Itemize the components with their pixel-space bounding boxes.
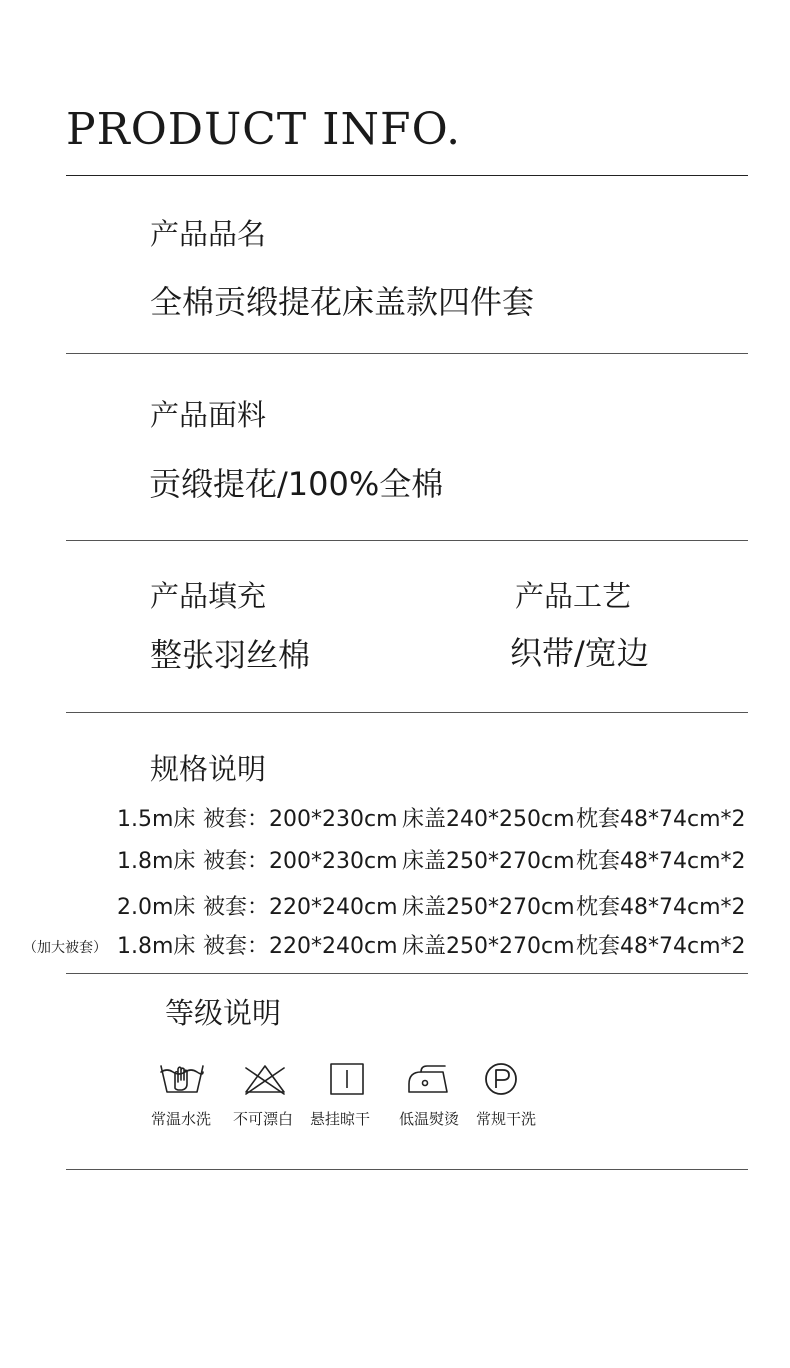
dry-clean-p-icon xyxy=(476,1058,526,1098)
divider xyxy=(66,175,748,176)
fabric-label: 产品面料 xyxy=(150,398,267,432)
divider xyxy=(66,540,748,541)
product-name-label: 产品品名 xyxy=(150,217,267,251)
spec-duvet: 被套：200*230cm xyxy=(203,807,398,832)
spec-pillow: 枕套48*74cm*2 xyxy=(576,934,746,959)
product-name-value: 全棉贡缎提花床盖款四件套 xyxy=(150,283,535,321)
craft-value: 织带/宽边 xyxy=(510,634,649,672)
spec-row xyxy=(117,932,746,962)
care-label: 常温水洗 xyxy=(150,1110,211,1128)
spec-pillow: 枕套48*74cm*2 xyxy=(576,807,746,832)
spec-size: 1.5m床 xyxy=(117,807,196,832)
divider xyxy=(66,973,748,974)
spec-duvet: 被套：200*230cm xyxy=(203,849,398,874)
filling-label: 产品填充 xyxy=(150,579,267,613)
fabric-value: 贡缎提花/100%全棉 xyxy=(149,465,444,503)
spec-row xyxy=(117,847,746,877)
spec-cover: 床盖250*270cm xyxy=(402,934,575,959)
spec-duvet: 被套：220*240cm xyxy=(203,895,398,920)
hang-dry-icon xyxy=(322,1058,372,1098)
spec-size: 1.8m床 xyxy=(117,849,196,874)
page-title: PRODUCT INFO. xyxy=(66,104,462,155)
care-label: 常规干洗 xyxy=(475,1110,536,1128)
spec-cover: 床盖250*270cm xyxy=(402,849,575,874)
spec-duvet: 被套：220*240cm xyxy=(203,934,398,959)
spec-row xyxy=(117,893,746,923)
spec-size: 1.8m床 xyxy=(117,934,196,959)
spec-size: 2.0m床 xyxy=(117,895,196,920)
care-label: 不可漂白 xyxy=(232,1110,293,1128)
low-iron-icon xyxy=(403,1058,453,1098)
craft-label: 产品工艺 xyxy=(515,579,632,613)
spec-note: （加大被套） xyxy=(23,940,107,956)
care-label: 悬挂晾干 xyxy=(309,1110,370,1128)
grade-label: 等级说明 xyxy=(165,996,282,1030)
spec-pillow: 枕套48*74cm*2 xyxy=(576,849,746,874)
filling-value: 整张羽丝棉 xyxy=(150,636,311,674)
divider xyxy=(66,1169,748,1170)
spec-cover: 床盖240*250cm xyxy=(402,807,575,832)
care-label: 低温熨烫 xyxy=(398,1110,459,1128)
spec-row xyxy=(117,805,746,835)
no-bleach-icon xyxy=(240,1058,290,1098)
spec-cover: 床盖250*270cm xyxy=(402,895,575,920)
spec-pillow: 枕套48*74cm*2 xyxy=(576,895,746,920)
divider xyxy=(66,353,748,354)
divider xyxy=(66,712,748,713)
hand-wash-icon xyxy=(157,1058,207,1098)
specs-label: 规格说明 xyxy=(150,752,267,786)
